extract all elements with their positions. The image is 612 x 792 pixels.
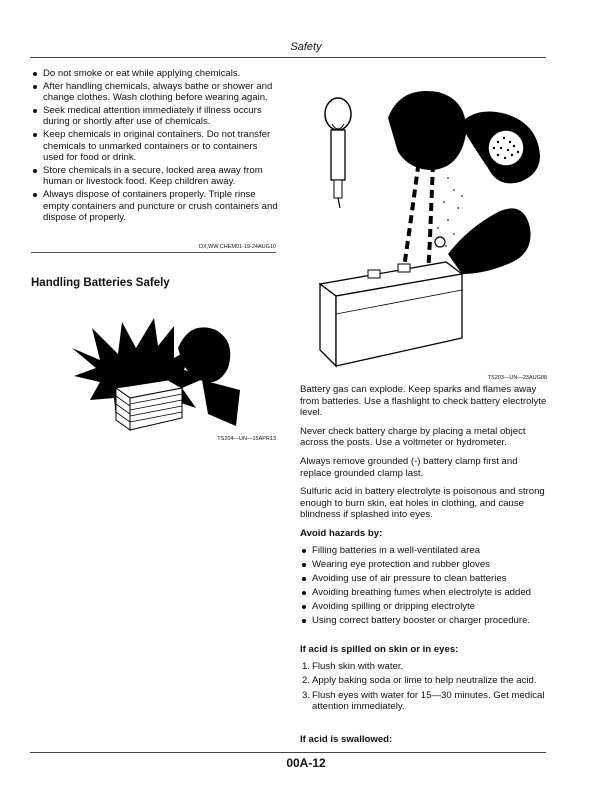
section-divider	[31, 252, 276, 253]
paragraph: Never check battery charge by placing a metal object across the posts. Use a voltmeter or hydrometer.	[300, 425, 526, 449]
battery-safety-text	[300, 384, 548, 751]
list-item: Store chemicals in a secure, locked area away from human or livestock food. Keep children away.	[31, 165, 279, 188]
footer-divider	[30, 752, 546, 753]
acid-skin-heading: If acid is spilled on skin or in eyes:	[300, 643, 459, 655]
battery-explosion-illustration	[70, 318, 242, 438]
paragraph: Battery gas can explode. Keep sparks and flames away from batteries. Use a flashlight to check battery electrolyte level.	[300, 384, 547, 419]
list-item: After handling chemicals, always bathe or shower and change clothes. Wash clothing before wearing again.	[31, 81, 279, 104]
step-item	[300, 690, 548, 713]
page-number: 00A-12	[286, 756, 326, 770]
list-item: Do not smoke or eat while applying chemicals.	[31, 68, 279, 80]
step-text: Flush skin with water.	[312, 660, 404, 672]
avoid-hazards-list	[300, 545, 548, 627]
chemical-safety-list	[31, 68, 279, 225]
paragraph: Sulfuric acid in battery electrolyte is poisonous and strong enough to burn skin, eat holes in clothing, and cause blindness if splashed into eyes.	[300, 486, 545, 521]
acid-swallowed-heading: If acid is swallowed:	[300, 733, 393, 745]
step-item	[300, 675, 548, 687]
list-item: Using correct battery booster or charger procedure.	[300, 615, 548, 627]
header-divider	[30, 57, 546, 58]
list-item: Avoiding breathing fumes when electrolyte is added	[300, 587, 548, 599]
battery-hydrometer-illustration	[298, 78, 548, 373]
step-number: 3.	[302, 689, 311, 701]
list-item: Keep chemicals in original containers. Do not transfer chemicals to unmarked containers or to containers used for food or drink.	[31, 129, 279, 164]
figure-1-code: TS204—UN—15APR13	[217, 436, 276, 442]
acid-skin-steps	[300, 661, 548, 713]
list-item: Always dispose of containers properly. Triple rinse empty containers and puncture or crush containers and dispose of properly.	[31, 189, 279, 224]
figure-2-code: TS203—UN—23AUG88	[487, 375, 547, 381]
list-item: Filling batteries in a well-ventilated area	[300, 545, 548, 557]
list-item: Seek medical attention immediately if illness occurs during or shortly after use of chemicals.	[31, 105, 279, 128]
step-item	[300, 661, 548, 673]
page-header-title: Safety	[290, 41, 322, 53]
paragraph: Always remove grounded (-) battery clamp first and replace grounded clamp last.	[300, 455, 518, 479]
section-title: Handling Batteries Safely	[31, 277, 170, 289]
avoid-hazards-heading: Avoid hazards by:	[300, 527, 383, 539]
step-number: 2.	[302, 675, 311, 687]
step-text: Flush eyes with water for 15—30 minutes. Get medical attention immediately.	[312, 689, 545, 713]
step-text: Apply baking soda or lime to help neutralize the acid.	[312, 675, 537, 687]
list-item: Avoiding spilling or dripping electrolyte	[300, 601, 548, 613]
step-number: 1.	[302, 660, 311, 672]
chemical-section-code: DX,WW,CHEM01-19-24AUG10	[198, 244, 276, 250]
list-item: Wearing eye protection and rubber gloves	[300, 559, 548, 571]
list-item: Avoiding use of air pressure to clean batteries	[300, 573, 548, 585]
